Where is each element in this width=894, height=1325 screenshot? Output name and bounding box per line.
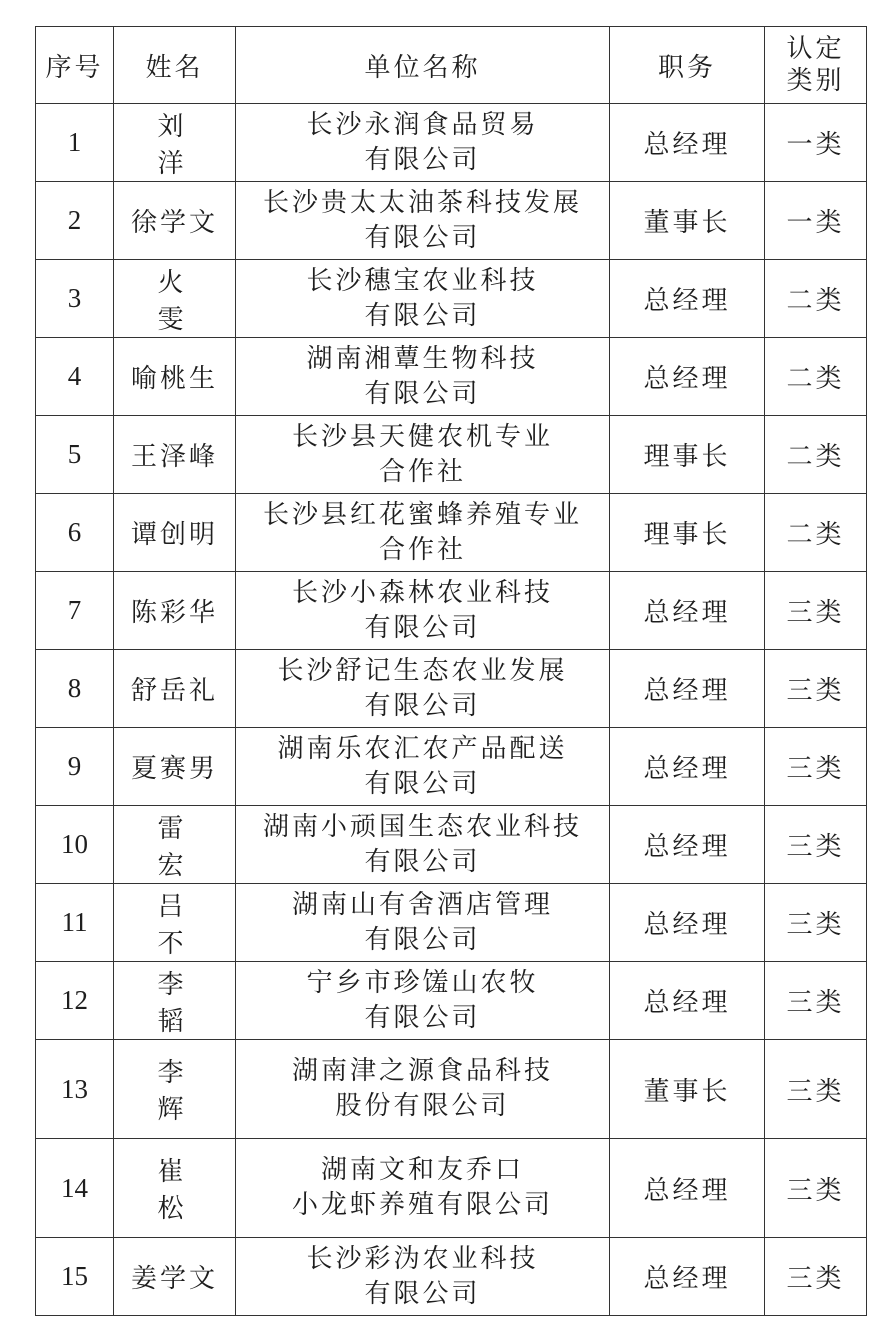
cell-index: 13 <box>36 1040 114 1139</box>
cell-position: 总经理 <box>610 884 765 962</box>
cell-unit <box>236 1139 610 1238</box>
unit-line-2: 有限公司 <box>364 1002 481 1033</box>
cell-position: 总经理 <box>610 1238 765 1316</box>
unit-line-2: 小龙虾养殖有限公司 <box>291 1190 553 1220</box>
cell-unit <box>236 572 610 650</box>
table-row <box>36 338 867 416</box>
table-row <box>36 884 867 962</box>
header-index: 序号 <box>36 27 114 104</box>
cell-name: 姜学文 <box>114 1238 236 1316</box>
cell-unit <box>236 494 610 572</box>
cell-index: 10 <box>36 806 114 884</box>
table-row <box>36 1139 867 1238</box>
unit-line-2: 有限公司 <box>364 1278 481 1309</box>
cell-position: 总经理 <box>610 104 765 182</box>
cell-category: 三类 <box>765 1040 867 1139</box>
cell-category: 二类 <box>765 338 867 416</box>
unit-line-1: 湖南湘蕈生物科技 <box>306 343 539 374</box>
cell-category: 二类 <box>765 416 867 494</box>
cell-name: 王泽峰 <box>114 416 236 494</box>
header-unit: 单位名称 <box>236 27 610 104</box>
table-row <box>36 260 867 338</box>
table-row <box>36 728 867 806</box>
unit-line-1: 长沙永润食品贸易 <box>306 109 539 140</box>
cell-category: 二类 <box>765 260 867 338</box>
cell-category: 三类 <box>765 884 867 962</box>
table-row <box>36 1238 867 1316</box>
cell-index: 1 <box>36 104 114 182</box>
table-row <box>36 494 867 572</box>
cell-unit <box>236 728 610 806</box>
cell-name: 吕不 <box>114 884 236 962</box>
cell-category: 三类 <box>765 1139 867 1238</box>
unit-line-2: 有限公司 <box>364 846 481 877</box>
unit-line-1: 长沙穗宝农业科技 <box>306 265 539 296</box>
header-name: 姓名 <box>114 27 236 104</box>
unit-line-1: 湖南津之源食品科技 <box>291 1056 553 1086</box>
cell-index: 12 <box>36 962 114 1040</box>
cell-index: 11 <box>36 884 114 962</box>
cell-category: 三类 <box>765 962 867 1040</box>
cell-name: 李韬 <box>114 962 236 1040</box>
unit-line-1: 长沙舒记生态农业发展 <box>277 655 568 686</box>
header-category: 认定 类别 <box>765 27 867 104</box>
cell-position: 总经理 <box>610 572 765 650</box>
cell-category: 二类 <box>765 494 867 572</box>
unit-line-2: 有限公司 <box>364 144 481 175</box>
cell-position: 总经理 <box>610 650 765 728</box>
cell-name: 陈彩华 <box>114 572 236 650</box>
cell-index: 3 <box>36 260 114 338</box>
header-position: 职务 <box>610 27 765 104</box>
unit-line-1: 湖南小顽国生态农业科技 <box>262 811 582 842</box>
table-row <box>36 416 867 494</box>
cell-index: 4 <box>36 338 114 416</box>
unit-line-1: 宁乡市珍馐山农牧 <box>306 967 539 998</box>
cell-name: 刘洋 <box>114 104 236 182</box>
unit-line-1: 湖南文和友乔口 <box>320 1155 524 1185</box>
cell-position: 总经理 <box>610 728 765 806</box>
cell-unit <box>236 104 610 182</box>
unit-line-1: 长沙县红花蜜蜂养殖专业 <box>262 499 582 530</box>
cell-position: 董事长 <box>610 1040 765 1139</box>
cell-position: 总经理 <box>610 260 765 338</box>
cell-unit <box>236 182 610 260</box>
cell-unit <box>236 260 610 338</box>
cell-category: 三类 <box>765 728 867 806</box>
unit-line-2: 有限公司 <box>364 924 481 955</box>
personnel-table <box>35 26 867 1316</box>
unit-line-2: 有限公司 <box>364 378 481 409</box>
cell-category: 一类 <box>765 182 867 260</box>
cell-name: 李辉 <box>114 1040 236 1139</box>
cell-unit <box>236 962 610 1040</box>
cell-index: 8 <box>36 650 114 728</box>
table-row <box>36 104 867 182</box>
table-row <box>36 572 867 650</box>
cell-index: 2 <box>36 182 114 260</box>
cell-unit <box>236 416 610 494</box>
cell-name: 火雯 <box>114 260 236 338</box>
unit-line-1: 长沙县天健农机专业 <box>291 421 553 452</box>
cell-unit <box>236 650 610 728</box>
cell-unit <box>236 1238 610 1316</box>
cell-position: 理事长 <box>610 494 765 572</box>
cell-category: 三类 <box>765 1238 867 1316</box>
cell-unit <box>236 338 610 416</box>
cell-position: 总经理 <box>610 962 765 1040</box>
cell-index: 9 <box>36 728 114 806</box>
unit-line-1: 长沙贵太太油茶科技发展 <box>262 187 582 218</box>
cell-category: 三类 <box>765 572 867 650</box>
cell-position: 总经理 <box>610 1139 765 1238</box>
cell-name: 徐学文 <box>114 182 236 260</box>
cell-unit <box>236 884 610 962</box>
cell-name: 舒岳礼 <box>114 650 236 728</box>
unit-line-1: 湖南乐农汇农产品配送 <box>277 733 568 764</box>
table-row <box>36 650 867 728</box>
cell-name: 喻桃生 <box>114 338 236 416</box>
unit-line-2: 有限公司 <box>364 300 481 331</box>
cell-index: 5 <box>36 416 114 494</box>
unit-line-1: 长沙彩沩农业科技 <box>306 1243 539 1274</box>
unit-line-2: 有限公司 <box>364 612 481 643</box>
unit-line-2: 合作社 <box>378 456 466 487</box>
cell-name: 雷宏 <box>114 806 236 884</box>
cell-name: 夏赛男 <box>114 728 236 806</box>
cell-position: 总经理 <box>610 806 765 884</box>
cell-index: 7 <box>36 572 114 650</box>
cell-name: 谭创明 <box>114 494 236 572</box>
cell-category: 一类 <box>765 104 867 182</box>
cell-index: 6 <box>36 494 114 572</box>
unit-line-2: 合作社 <box>378 534 466 565</box>
unit-line-2: 有限公司 <box>364 222 481 253</box>
cell-unit <box>236 1040 610 1139</box>
header-row <box>36 27 867 104</box>
unit-line-2: 有限公司 <box>364 768 481 799</box>
cell-category: 三类 <box>765 650 867 728</box>
cell-position: 董事长 <box>610 182 765 260</box>
table-row <box>36 182 867 260</box>
cell-name: 崔松 <box>114 1139 236 1238</box>
cell-position: 理事长 <box>610 416 765 494</box>
cell-index: 14 <box>36 1139 114 1238</box>
unit-line-1: 湖南山有舍酒店管理 <box>291 889 553 920</box>
unit-line-1: 长沙小森林农业科技 <box>291 577 553 608</box>
table-row <box>36 1040 867 1139</box>
unit-line-2: 股份有限公司 <box>335 1091 510 1121</box>
table-row <box>36 962 867 1040</box>
cell-category: 三类 <box>765 806 867 884</box>
cell-index: 15 <box>36 1238 114 1316</box>
cell-position: 总经理 <box>610 338 765 416</box>
unit-line-2: 有限公司 <box>364 690 481 721</box>
table-row <box>36 806 867 884</box>
cell-unit <box>236 806 610 884</box>
